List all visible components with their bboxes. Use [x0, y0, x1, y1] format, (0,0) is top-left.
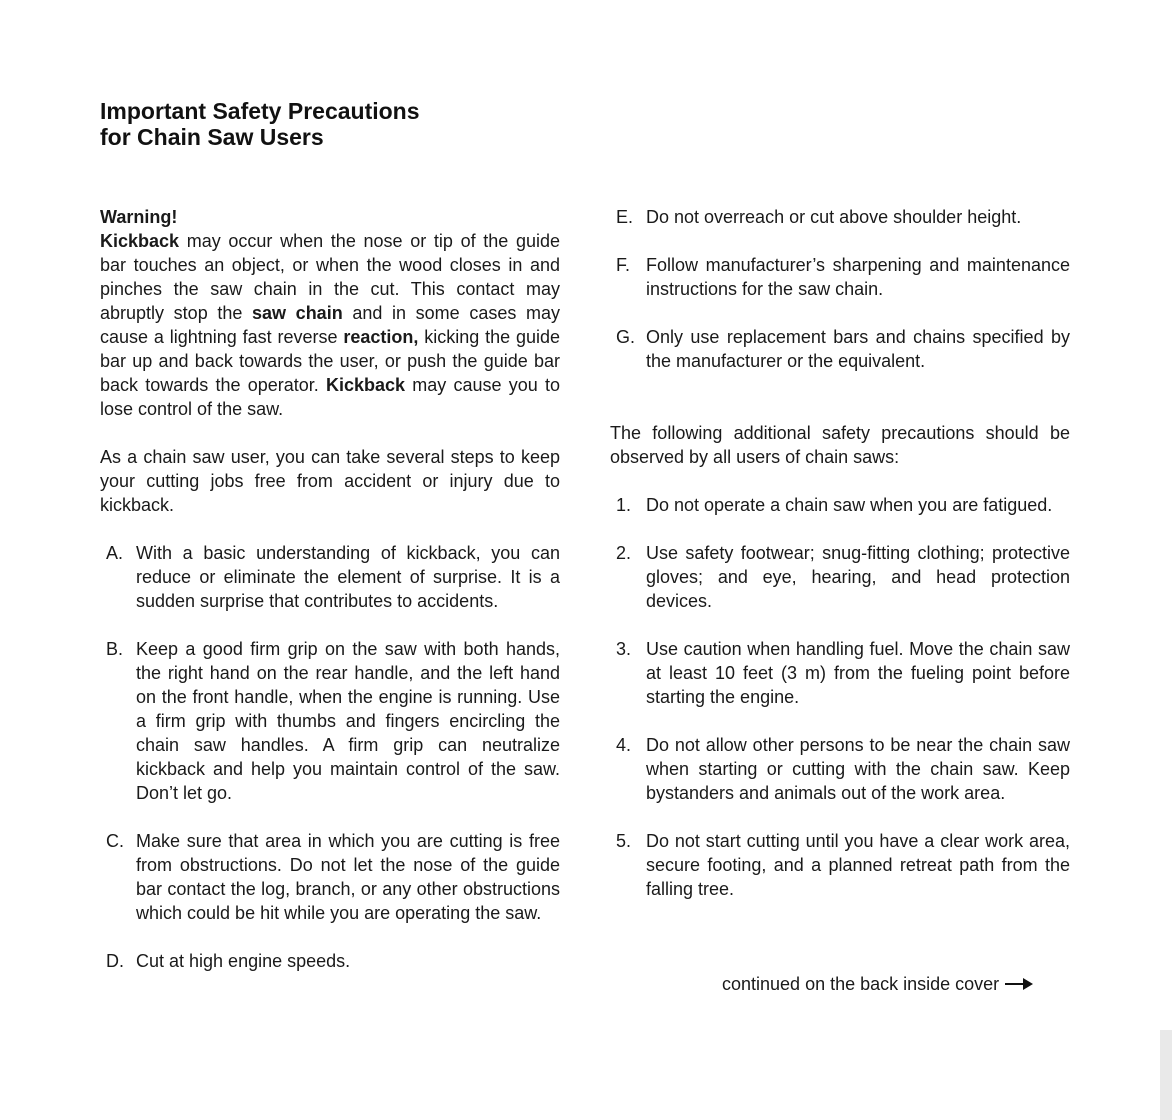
list-marker: B. [106, 639, 124, 659]
page-title [100, 98, 420, 150]
left-column [100, 205, 560, 973]
kickback-keyword: Kickback [100, 231, 180, 251]
kickback-keyword-2: Kickback [326, 375, 406, 395]
list-item-e [610, 205, 1070, 229]
numbered-item-3 [610, 637, 1070, 709]
additional-intro: The following additional safety precautions should be observed by all users of chain saws: [610, 423, 1070, 467]
warning-paragraph [100, 229, 560, 421]
saw-chain-keyword: saw chain [252, 303, 343, 323]
list-item-text: Do not overreach or cut above shoulder height. [646, 207, 1022, 227]
warning-text-2: and in some cases may cause a lightning fast reverse [100, 303, 560, 347]
list-item-text: Keep a good firm grip on the saw with both hands, the right hand on the rear handle, and the left hand on the front handle, when the engine is running. Use a firm grip with thumbs and fingers encircling the chain saw handles. A firm grip can neutralize kickback and help you maintain control of the saw. Don’t let go. [136, 639, 560, 803]
list-marker: F. [616, 255, 631, 275]
numbered-item-5 [610, 829, 1070, 901]
list-item-text: Make sure that area in which you are cutting is free from obstructions. Do not let the nose of the guide bar contact the log, branch, or any other obstructions which could be hit while you are operating the saw. [136, 831, 560, 923]
list-item-f [610, 253, 1070, 301]
title-line-1: Important Safety Precautions [100, 98, 420, 124]
intro-paragraph: As a chain saw user, you can take several steps to keep your cutting jobs free from accident or injury due to kickback. [100, 447, 560, 515]
list-marker: 1. [616, 495, 632, 515]
scan-edge-shade [1160, 1030, 1172, 1120]
arrow-right-icon [1005, 977, 1033, 991]
list-marker: 2. [616, 543, 632, 563]
warning-heading: Warning! [100, 207, 178, 227]
continued-note [722, 972, 1033, 996]
numbered-item-2 [610, 541, 1070, 613]
continued-text: continued on the back inside cover [722, 974, 1000, 994]
list-marker: 4. [616, 735, 632, 755]
list-item-text: Do not allow other persons to be near the chain saw when starting or cutting with the chain saw. Keep bystanders and animals out of the work area. [646, 735, 1070, 803]
list-item-text: Do not operate a chain saw when you are fatigued. [646, 495, 1053, 515]
list-marker: 5. [616, 831, 632, 851]
list-item-text: Use safety footwear; snug-fitting clothing; protective gloves; and eye, hearing, and head protection devices. [646, 543, 1070, 611]
reaction-keyword: reaction, [343, 327, 419, 347]
list-marker: A. [106, 543, 124, 563]
numbered-item-4 [610, 733, 1070, 805]
list-item-text: Cut at high engine speeds. [136, 951, 351, 971]
list-marker: C. [106, 831, 124, 851]
list-item-text: Only use replacement bars and chains specified by the manufacturer or the equivalent. [646, 327, 1070, 371]
list-item-g [610, 325, 1070, 373]
right-column [610, 205, 1070, 901]
list-item-a [100, 541, 560, 613]
warning-text-3: kicking the guide bar up and back towards the user, or push the guide bar back towards the operator. [100, 327, 560, 395]
title-line-2: for Chain Saw Users [100, 124, 324, 150]
list-marker: D. [106, 951, 124, 971]
list-marker: G. [616, 327, 636, 347]
list-item-text: Follow manufacturer’s sharpening and maintenance instructions for the saw chain. [646, 255, 1070, 299]
list-item-d [100, 949, 560, 973]
numbered-item-1 [610, 493, 1070, 517]
warning-text-4: may cause you to lose control of the saw. [100, 375, 561, 419]
list-marker: E. [616, 207, 634, 227]
list-item-text: With a basic understanding of kickback, you can reduce or eliminate the element of surprise. It is a sudden surprise that contributes to accidents. [136, 543, 560, 611]
list-marker: 3. [616, 639, 632, 659]
list-item-text: Do not start cutting until you have a clear work area, secure footing, and a planned retreat path from the falling tree. [646, 831, 1070, 899]
list-item-c [100, 829, 560, 925]
list-item-text: Use caution when handling fuel. Move the chain saw at least 10 feet (3 m) from the fueling point before starting the engine. [646, 639, 1070, 707]
list-item-b [100, 637, 560, 805]
warning-text-1: may occur when the nose or tip of the guide bar touches an object, or when the wood closes in and pinches the saw chain in the cut. This contact may abruptly stop the [100, 231, 560, 323]
